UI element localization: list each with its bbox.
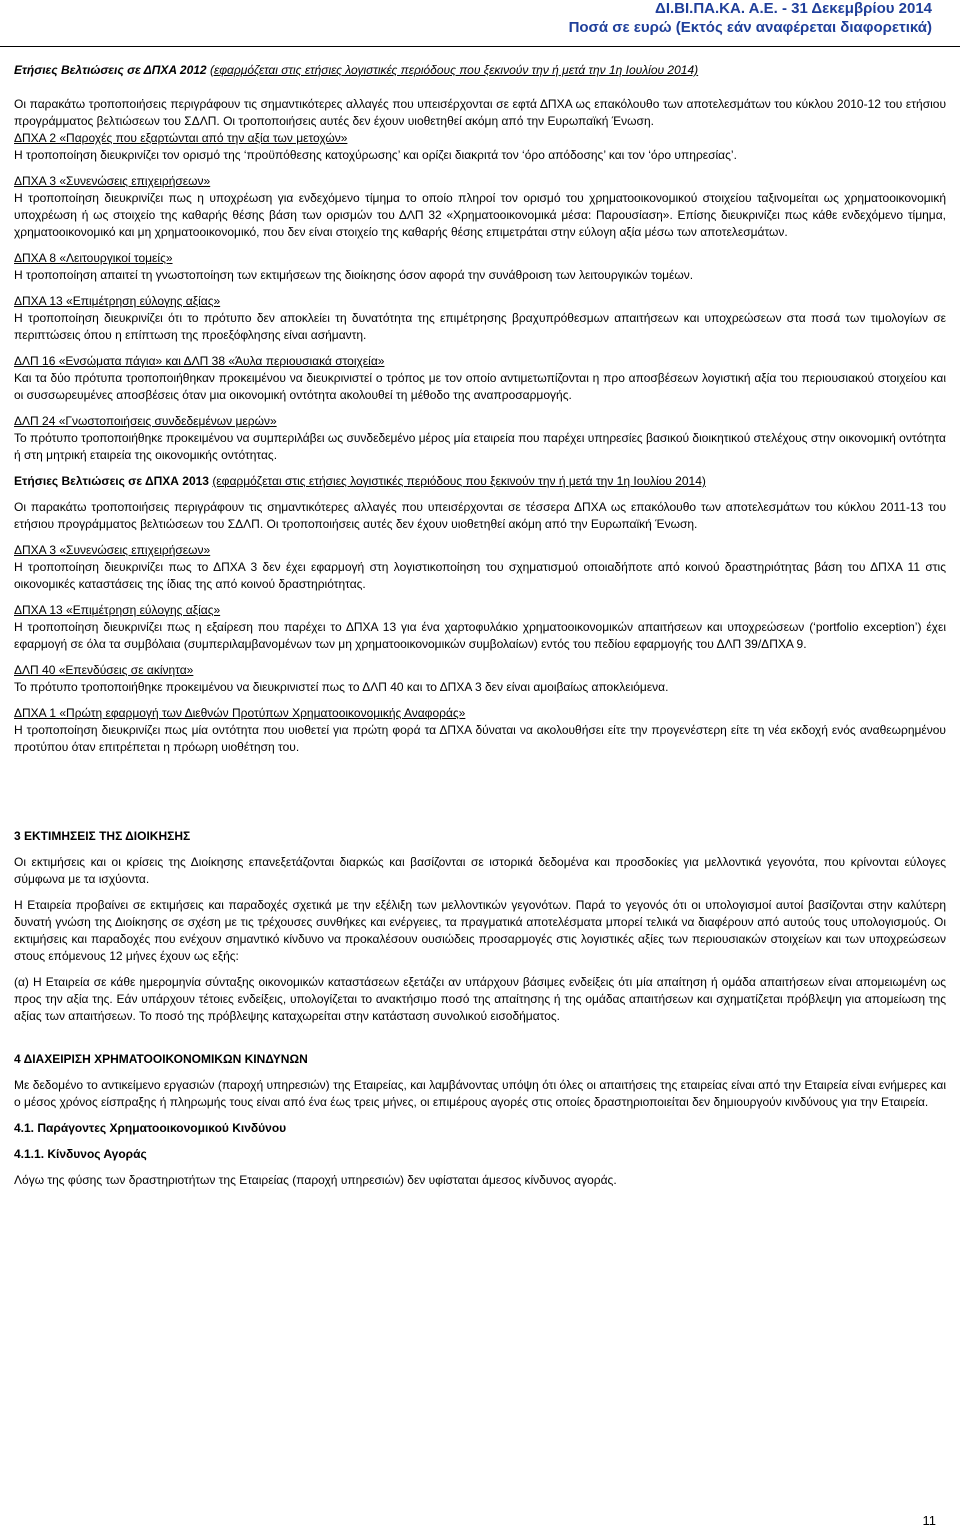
item-text: Και τα δύο πρότυπα τροποποιήθηκαν προκειμένου να διευκρινιστεί ο τρόπος με τον οποίο αντιμετωπίζονται η προ αποσβέσεων λογιστική αξία του περιουσιακού στοιχείου και οι συσσωρευμένες αποσβέσεις όταν μια οικονομική οντότητα ακολουθεί τη μέθοδο της αναπροσαρμογής. <box>14 371 946 402</box>
item-heading: ΔΠΧΑ 3 «Συνενώσεις επιχειρήσεων» <box>14 174 211 188</box>
section-3-paragraph: Η Εταιρεία προβαίνει σε εκτιμήσεις και παραδοχές σχετικά με την εξέλιξη των μελλοντικών γεγονότων. Παρά το γεγονός ότι οι υπολογισμοί αυτοί βασίζονται στην καλύτερη δυνατή γνώση της Διοίκησης σε σχέση με τις τρέχουσες συνθήκες και ενέργειες, τα πραγματικά αποτελέσματα μπορεί τελικά να διαφέρουν από αυτούς τους υπολογισμούς. Οι εκτιμήσεις και παραδοχές που ενέχουν σημαντικό κίνδυνο να προκαλέσουν ουσιώδεις προσαρμογές στις λογιστικές αξίες των περιουσιακών στοιχείων και των υποχρεώσεων στους επόμενους 12 μήνες έχουν ως εξής: <box>14 898 946 963</box>
section-2013-intro: Οι παρακάτω τροποποιήσεις περιγράφουν τις σημαντικότερες αλλαγές που υπεισέρχονται σε τέσσερα ΔΠΧΑ ως επακόλουθο των αποτελεσμάτων του κύκλου 2011-13 του ετήσιου προγράμματος βελτιώσεων του ΣΔΛΠ. Οι τροποποιήσεις αυτές δεν έχουν υιοθετηθεί ακόμη από την Ευρωπαϊκή Ένωση. <box>14 500 946 531</box>
item-text: Η τροποποίηση απαιτεί τη γνωστοποίηση των εκτιμήσεων της διοίκησης όσον αφορά την συνάθροιση των λειτουργικών τομέων. <box>14 268 694 282</box>
item-heading: ΔΠΧΑ 1 «Πρώτη εφαρμογή των Διεθνών Προτύπων Χρηματοοικονομικής Αναφοράς» <box>14 706 466 720</box>
section-2012-intro: Οι παρακάτω τροποποιήσεις περιγράφουν τις σημαντικότερες αλλαγές που υπεισέρχονται σε εφτά ΔΠΧΑ ως επακόλουθο των αποτελεσμάτων του κύκλου 2010-12 του ετήσιου προγράμματος βελτιώσεων του ΣΔΛΠ. Οι τροποποιήσεις αυτές δεν έχουν υιοθετηθεί ακόμη από την Ευρωπαϊκή Ένωση. <box>14 97 946 128</box>
currency-note: Ποσά σε ευρώ (Εκτός εάν αναφέρεται διαφορετικά) <box>568 19 932 36</box>
item-text: Η τροποποίηση διευκρινίζει πως η εξαίρεση που παρέχει το ΔΠΧΑ 13 για ένα χαρτοφυλάκιο χρηματοοικονομικών απαιτήσεων και υποχρεώσεων (‘portfolio exception’) έχει εφαρμογή σε όλα τα συμβόλαια (συμπεριλαμβανομένων των μη χρηματοοικονομικών συμβολαίων) εντός του πεδίου εφαρμογής του ΔΛΠ 39/ΔΠΧΑ 9. <box>14 620 946 651</box>
section-3-heading: 3 ΕΚΤΙΜΗΣΕΙΣ ΤΗΣ ΔΙΟΙΚΗΣΗΣ <box>14 829 191 843</box>
item-heading: ΔΛΠ 16 «Ενσώματα πάγια» και ΔΛΠ 38 «Άυλα περιουσιακά στοιχεία» <box>14 354 385 368</box>
item-text: Η τροποποίηση διευκρινίζει πως το ΔΠΧΑ 3 δεν έχει εφαρμογή στη λογιστικοποίηση του σχηματισμού οποιαδήποτε από κοινού δραστηριότητας βάση του ΔΠΧΑ 11 στις οικονομικές καταστάσεις της ίδιας της από κοινού δραστηριότητας. <box>14 560 946 591</box>
document-body <box>14 62 946 1189</box>
item-heading: ΔΛΠ 40 «Επενδύσεις σε ακίνητα» <box>14 663 194 677</box>
page-number: 11 <box>922 1513 936 1528</box>
section-2012-title: Ετήσιες Βελτιώσεις σε ΔΠΧΑ 2012 (εφαρμόζεται στις ετήσιες λογιστικές περιόδους που ξεκινούν την ή μετά την 1η Ιουλίου 2014) <box>14 63 699 77</box>
item-heading: ΔΠΧΑ 3 «Συνενώσεις επιχειρήσεων» <box>14 543 211 557</box>
item-heading: ΔΛΠ 24 «Γνωστοποιήσεις συνδεδεμένων μερών» <box>14 414 277 428</box>
item-text: Η τροποποίηση διευκρινίζει ότι το πρότυπο δεν αποκλείει τη δυνατότητα της επιμέτρησης βραχυπρόθεσμων απαιτήσεων και υποχρεώσεων στα ποσά των τιμολογίων σε περιπτώσεις όπου η επίπτωση της προεξόφλησης είναι ασήμαντη. <box>14 311 946 342</box>
item-heading: ΔΠΧΑ 13 «Επιμέτρηση εύλογης αξίας» <box>14 603 221 617</box>
page-header <box>569 0 932 38</box>
item-heading: ΔΠΧΑ 2 «Παροχές που εξαρτώνται από την αξία των μετοχών» <box>14 131 348 145</box>
section-4-last-paragraph: Λόγω της φύσης των δραστηριοτήτων της Εταιρείας (παροχή υπηρεσιών) δεν υφίσταται άμεσος κίνδυνος αγοράς. <box>14 1173 617 1187</box>
item-text: Η τροποποίηση διευκρινίζει πως η υποχρέωση για ενδεχόμενο τίμημα το οποίο πληροί τον ορισμό του χρηματοοικονομικού στοιχείου ταξινομείται ως χρηματοοικονομική υποχρέωση ή ως στοιχείο της καθαρής θέσης βάση των ορισμών του ΔΛΠ 32 «Χρηματοοικονομικά μέσα: Παρουσίαση». Επίσης διευκρινίζει πως κάθε ενδεχόμενο τίμημα, χρηματοοικονομικό και μη χρηματοοικονομικό, που δεν είναι στοιχείο της καθαρής θέσης επιμετράται στην εύλογη αξία μέσω των αποτελεσμάτων. <box>14 191 946 239</box>
section-4-paragraph: Με δεδομένο το αντικείμενο εργασιών (παροχή υπηρεσιών) της Εταιρείας, και λαμβάνοντας υπόψη ότι όλες οι απαιτήσεις της εταιρείας είναι από την Εταιρεία είναι ενήμερες και ο μέσος χρόνος είσπραξης ή πληρωμής τους είναι από ένα έως τρεις μήνες, οι επιμέρους αγορές στις οποίες δραστηριοποιείται δεν δημιουργούν κινδύνους για την Εταιρεία. <box>14 1078 946 1109</box>
header-divider <box>0 46 960 47</box>
item-text: Το πρότυπο τροποποιήθηκε προκειμένου να διευκρινιστεί πως το ΔΛΠ 40 και το ΔΠΧΑ 3 δεν είναι αμοιβαίως αποκλειόμενα. <box>14 680 669 694</box>
section-2013-title: Ετήσιες Βελτιώσεις σε ΔΠΧΑ 2013 (εφαρμόζεται στις ετήσιες λογιστικές περιόδους που ξεκινούν την ή μετά την 1η Ιουλίου 2014) <box>14 474 706 488</box>
item-text: Η τροποποίηση διευκρινίζει πως μία οντότητα που υιοθετεί για πρώτη φορά τα ΔΠΧΑ δύναται να ακολουθήσει είτε την προγενέστερη είτε τη νέα εκδοχή ενός αναθεωρημένου προτύπου όταν επιτρέπεται η πρόωρη υιοθέτηση του. <box>14 723 946 754</box>
subsection-heading: 4.1.1. Κίνδυνος Αγοράς <box>14 1147 147 1161</box>
company-title: ΔΙ.ΒΙ.ΠΑ.ΚΑ. Α.Ε. - 31 Δεκεμβρίου 2014 <box>655 0 932 17</box>
section-4-heading: 4 ΔΙΑΧΕΙΡΙΣΗ ΧΡΗΜΑΤΟΟΙΚΟΝΟΜΙΚΩΝ ΚΙΝΔΥΝΩΝ <box>14 1052 308 1066</box>
subsection-heading: 4.1. Παράγοντες Χρηματοοικονομικού Κινδύνου <box>14 1121 287 1135</box>
item-heading: ΔΠΧΑ 8 «Λειτουργικοί τομείς» <box>14 251 173 265</box>
item-text: Η τροποποίηση διευκρινίζει τον ορισμό της ‘προϋπόθεσης κατοχύρωσης’ και ορίζει διακριτά τον ‘όρο απόδοσης’ και τον ‘όρο υπηρεσίας’. <box>14 148 737 162</box>
item-heading: ΔΠΧΑ 13 «Επιμέτρηση εύλογης αξίας» <box>14 294 221 308</box>
item-text: Το πρότυπο τροποποιήθηκε προκειμένου να συμπεριλάβει ως συνδεδεμένο μέρος μία εταιρεία που παρέχει υπηρεσίες βασικού διοικητικού στελέχους στην οικονομική οντότητα ή στη μητρική εταιρεία της οικονομικής οντότητας. <box>14 431 946 462</box>
section-3-paragraph: Οι εκτιμήσεις και οι κρίσεις της Διοίκησης επανεξετάζονται διαρκώς και βασίζονται σε ιστορικά δεδομένα και προσδοκίες για μελλοντικά γεγονότα, που κρίνονται εύλογες σύμφωνα με τα ισχύοντα. <box>14 855 946 886</box>
section-3-paragraph: (α) Η Εταιρεία σε κάθε ημερομηνία σύνταξης οικονομικών καταστάσεων εξετάζει αν υπάρχουν βάσιμες ενδείξεις ότι μία απαίτηση ή ομάδα απαιτήσεων είναι απομειωμένη ως προς την αξία της. Εάν υπάρχουν τέτοιες ενδείξεις, υπολογίζεται το ανακτήσιμο ποσό της απαίτησης ή της ομάδας απαιτήσεων και σχηματίζεται πρόβλεψη για απομείωση της αξίας των απαιτήσεων. Το ποσό της πρόβλεψης καταχωρείται στην κατάσταση συνολικού εισοδήματος. <box>14 975 946 1023</box>
